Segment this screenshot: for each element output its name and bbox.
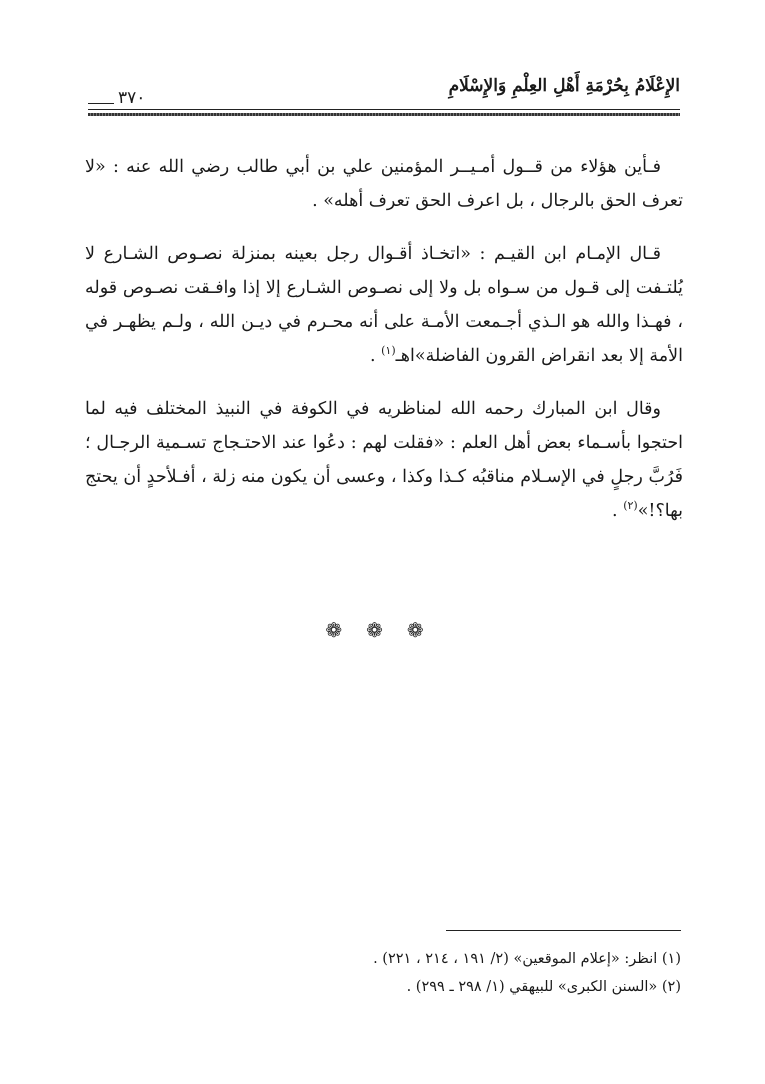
paragraph-text: فـأين هؤلاء من قــول أمـيــر المؤمنين علي بن أبي طالب رضي الله عنه : «لا تعرف الحق بالرجال ، بل اعرف الحق تعرف أهله» . <box>85 157 683 211</box>
footnote-ref-2[interactable]: (٢) <box>623 499 638 513</box>
flower-ornament-icon: ❁ <box>325 618 359 642</box>
running-header <box>88 70 680 114</box>
paragraph-text: وقال ابن المبارك رحمه الله لمناظريه في الكوفة في النبيذ المختلف فيه لما احتجوا بأسـماء بعض أهل العلم : «فقلت لهم : دعُوا عند الاحتـجاج تسـمية الرجـال ؛ فَرُبَّ رجلٍ في الإسـلام مناقبُه كـذا وكذا ، وعسى أن يكون منه زلة ، أفـلأحدٍ أن يحتج بها؟!» <box>85 399 683 521</box>
footnote-ref-1[interactable]: (١) <box>381 344 396 358</box>
paragraph-ibn-qayyim <box>85 237 683 373</box>
header-rule-short <box>88 103 114 104</box>
main-text <box>85 150 683 547</box>
flower-ornament-icon: ❁ <box>406 618 440 642</box>
footnote-separator <box>446 930 681 931</box>
header-rule <box>88 109 680 110</box>
page-number: ٣٧٠ <box>118 88 146 108</box>
footnote-1: (١) انظر: «إعلام الموقعين» (٢/ ١٩١ ، ٢١٤ ، ٢٢١) . <box>373 951 681 967</box>
footnote-2: (٢) «السنن الكبرى» للبيهقي (١/ ٢٩٨ ـ ٢٩٩) . <box>406 979 681 995</box>
paragraph-ali-quote <box>85 150 683 218</box>
header-rule-thick <box>88 113 680 116</box>
flower-ornament-icon: ❁ <box>366 618 399 642</box>
paragraph-tail: . <box>612 501 624 521</box>
paragraph-text: قـال الإمـام ابن القيـم : «اتخـاذ أقـوال رجل بعينه بمنزلة نصـوص الشـارع لا يُلتـفت إلى قـول من سـواه بل ولا إلى نصـوص الشـارع إلا إذا وافـقت نصـوص قوله ، فهـذا والله هو الـذي أجـمعت الأمـة على أنه محـرم في ديـن الله ، ولـم يظهـر في الأمة إلا بعد انقراض القرون الفاضلة»اهـ <box>85 244 683 366</box>
footnotes <box>200 945 681 1001</box>
paragraph-tail: . <box>369 346 382 366</box>
section-ornament <box>0 618 765 642</box>
paragraph-ibn-mubarak <box>85 392 683 528</box>
book-title: الإِعْلَامُ بِحُرْمَةِ أَهْلِ العِلْمِ وَالإِسْلَامِ <box>448 76 680 96</box>
